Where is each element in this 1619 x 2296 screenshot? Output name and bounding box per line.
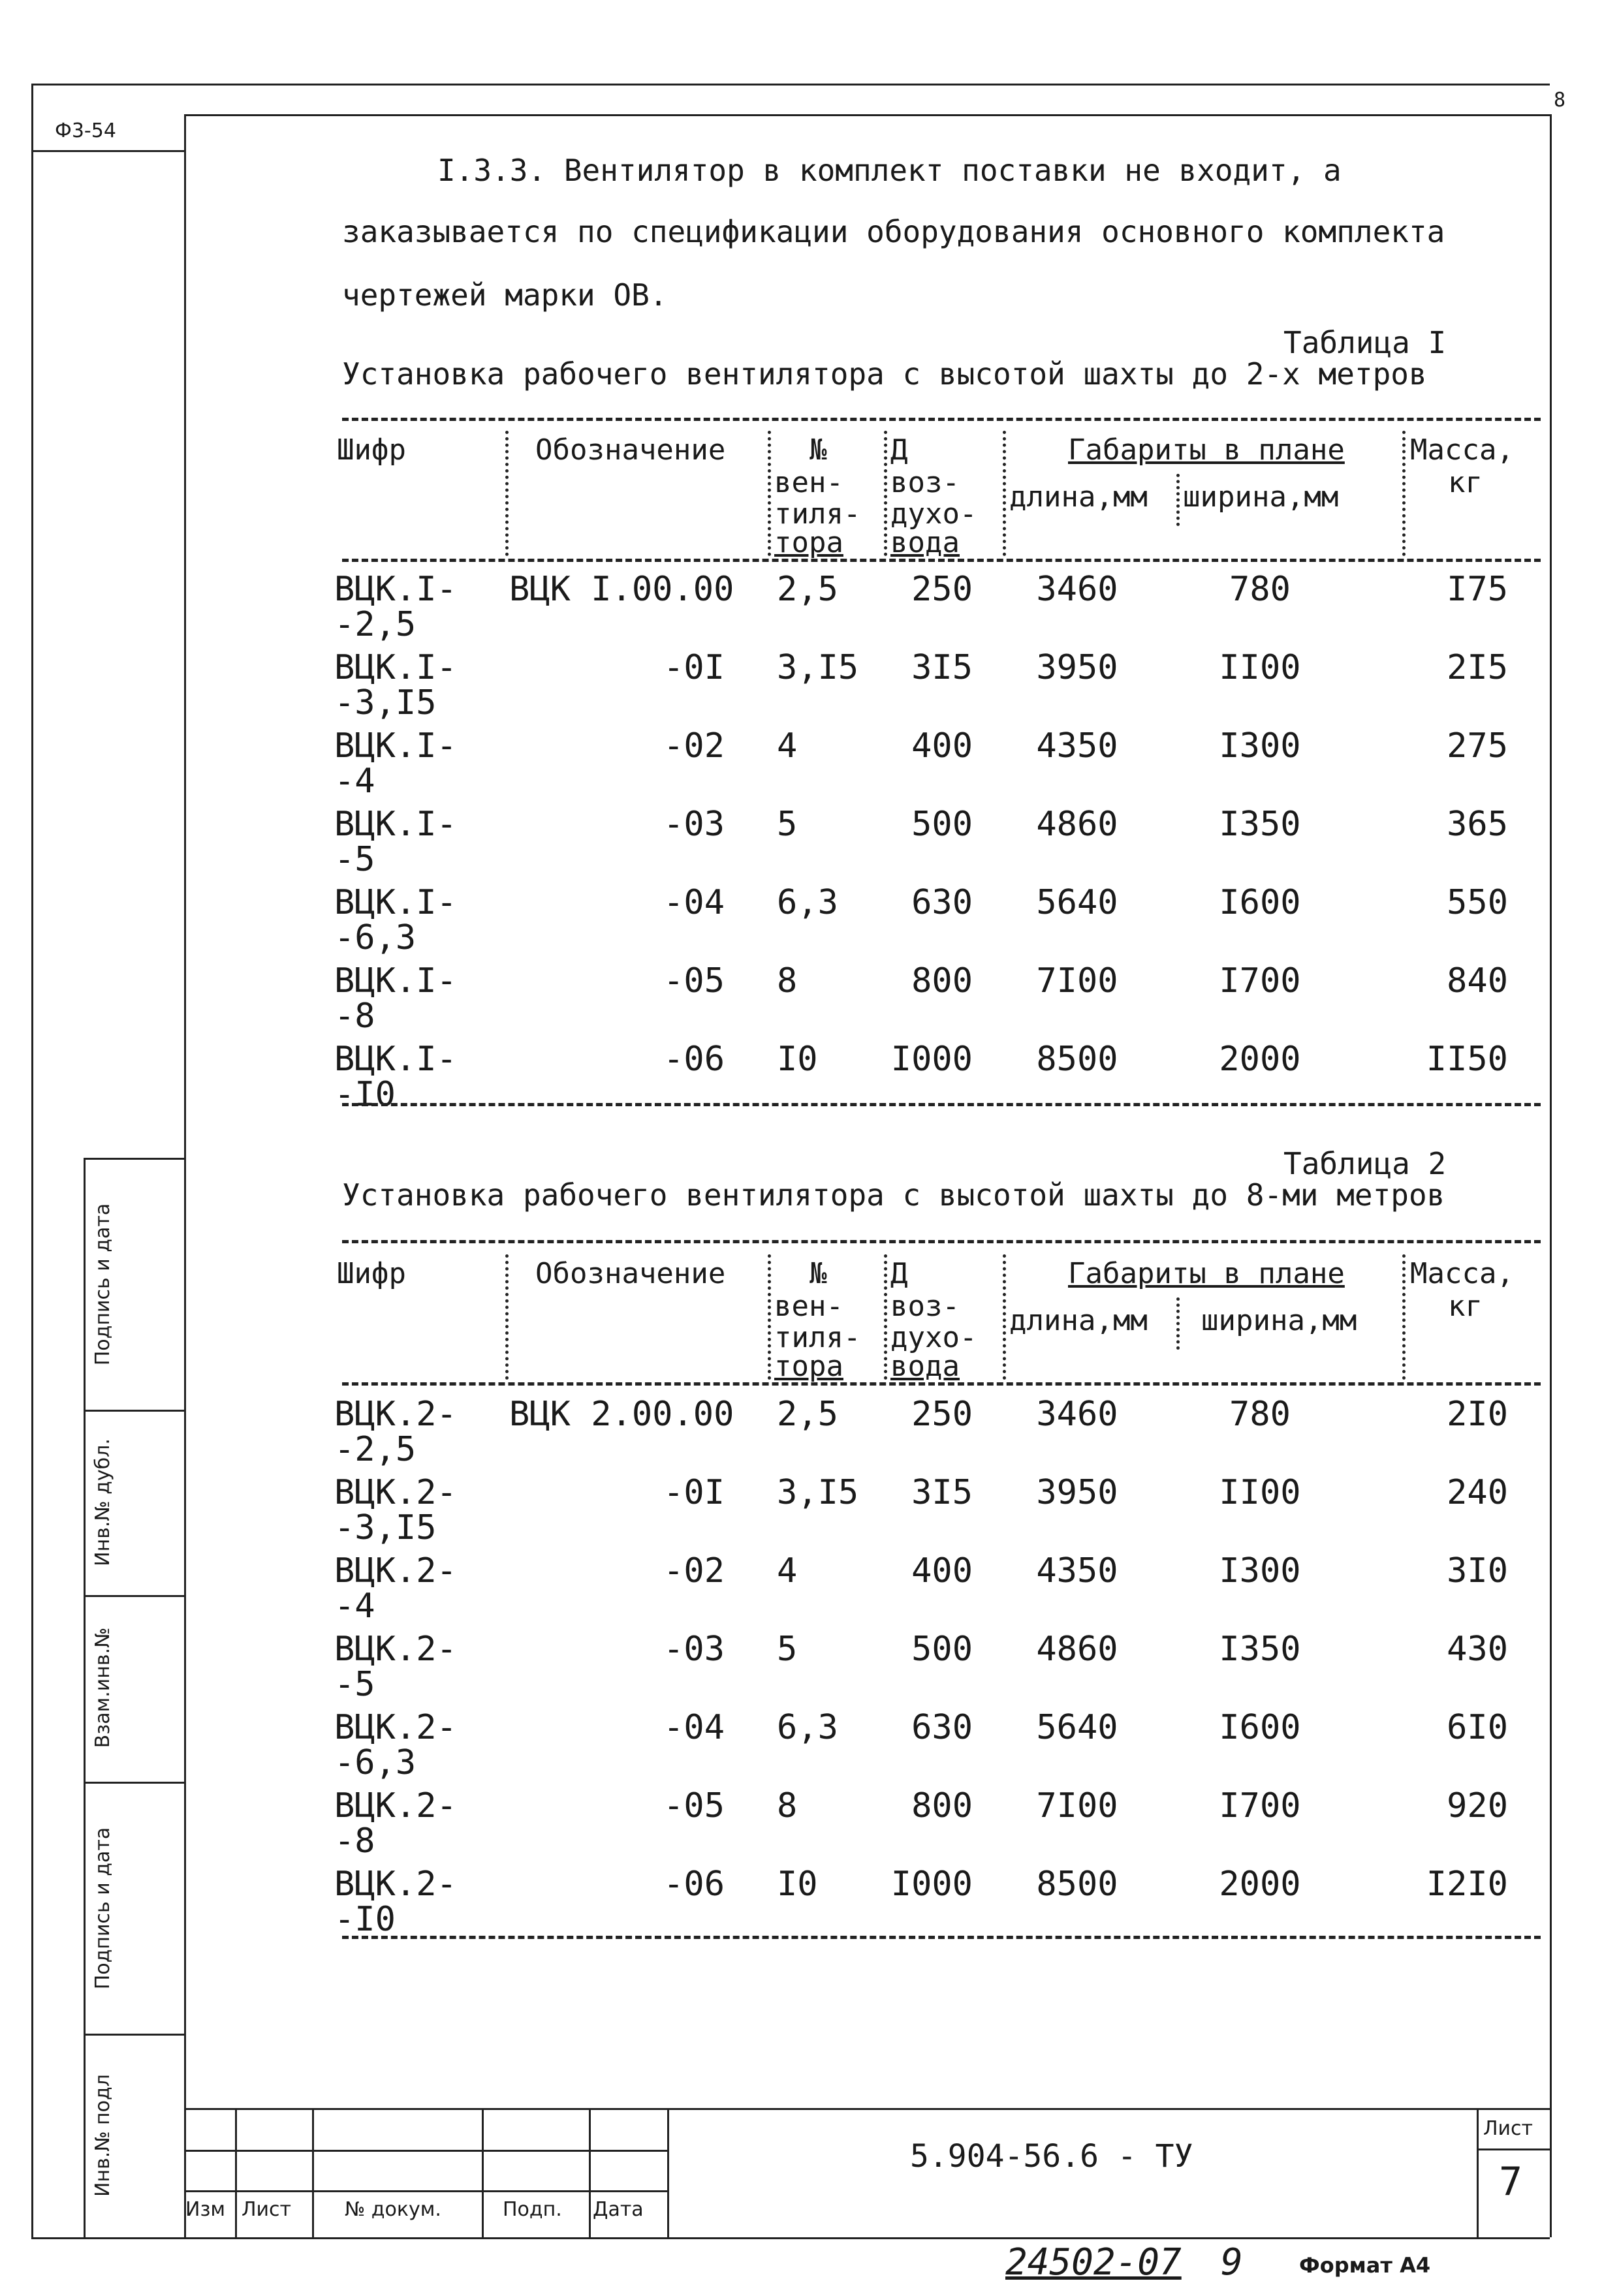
table2-header-vent2: тиля-: [774, 1321, 861, 1354]
table1-header-dlina: длина,мм: [1009, 480, 1148, 514]
outer-frame-left: [31, 84, 33, 2237]
cell-shifr-line2: -6,3: [334, 918, 417, 957]
inner-frame-top: [184, 114, 1550, 116]
title-block-dokum: № докум.: [345, 2198, 441, 2221]
cell-shifr-line1: ВЦК.2-: [334, 1708, 457, 1747]
cell-vent: 2,5: [777, 1395, 838, 1434]
cell-shifr: [334, 1553, 491, 1624]
cell-len: 8500: [1036, 1040, 1118, 1079]
cell-vent: 4: [777, 726, 798, 766]
table2-header-sep: [1402, 1254, 1406, 1380]
cell-shifr: [334, 963, 491, 1034]
cell-vent: 2,5: [777, 570, 838, 609]
cell-vent: I0: [777, 1040, 818, 1079]
cell-oboz: -04: [663, 1708, 725, 1747]
title-block-top: [184, 2108, 1550, 2110]
title-block-izm: Изм: [185, 2198, 226, 2221]
table1-header-sep: [768, 431, 771, 556]
table2-header-shifr: Шифр: [337, 1257, 406, 1290]
table1-header-vent2: тиля-: [774, 497, 861, 531]
cell-shifr-line2: -4: [334, 762, 375, 801]
cell-shifr-line2: -8: [334, 1822, 375, 1861]
cell-diam: 800: [911, 1786, 973, 1825]
table1-header-massa2: кг: [1448, 466, 1483, 499]
table1-header-vent1: вен-: [774, 466, 843, 499]
cell-mass: I75: [1447, 570, 1508, 609]
table2-header-d4: вода: [890, 1350, 960, 1383]
cell-mass: 365: [1447, 805, 1508, 844]
cell-shifr-line2: -6,3: [334, 1743, 417, 1782]
cell-shifr-line1: ВЦК.I-: [334, 1040, 457, 1079]
side-stamp-vzam-inv: Взам.инв.№: [91, 1627, 114, 1748]
table2-header-sep: [884, 1254, 887, 1380]
table2-header-vent1: вен-: [774, 1290, 843, 1323]
document-designation: 5.904-56.6 - ТУ: [910, 2138, 1193, 2175]
form-code: Ф3-54: [55, 119, 116, 142]
table2-bottom-rule: [342, 1936, 1541, 1939]
copy-number: 9: [1221, 2241, 1243, 2284]
cell-mass: 2I5: [1447, 648, 1508, 687]
cell-wid: I350: [1219, 805, 1301, 844]
side-stamp-inv-podl: Инв.№ подл: [91, 2074, 114, 2197]
cell-vent: 4: [777, 1551, 798, 1590]
cell-wid: I300: [1219, 726, 1301, 766]
table2-header-massa1: Масса,: [1410, 1257, 1514, 1290]
cell-len: 7I00: [1036, 1786, 1118, 1825]
cell-len: 3950: [1036, 648, 1118, 687]
table1-header-sep: [884, 431, 887, 556]
cell-mass: 920: [1447, 1786, 1508, 1825]
cell-diam: 500: [911, 805, 973, 844]
cell-shifr-line1: ВЦК.2-: [334, 1786, 457, 1825]
table2-header-sep: [1176, 1297, 1180, 1350]
cell-len: 4350: [1036, 1551, 1118, 1590]
cell-shifr: [334, 807, 491, 877]
cell-shifr-line2: -4: [334, 1587, 375, 1626]
cell-oboz: -0I: [663, 1473, 725, 1512]
table1-header-sep: [505, 431, 509, 556]
corner-page-number: 8: [1554, 89, 1566, 112]
table1-header-shirina: ширина,мм: [1183, 480, 1339, 514]
table1-header-shifr: Шифр: [337, 433, 406, 467]
cell-shifr-line2: -8: [334, 997, 375, 1036]
cell-diam: I000: [890, 1865, 973, 1904]
inventory-number: 24502-07: [1005, 2241, 1182, 2284]
cell-oboz: -03: [663, 805, 725, 844]
outer-frame-top: [31, 84, 1550, 85]
cell-vent: 6,3: [777, 883, 838, 922]
cell-shifr: [334, 885, 491, 955]
cell-shifr-line2: -5: [334, 1665, 375, 1704]
sheet-number: 7: [1499, 2159, 1523, 2205]
cell-diam: 3I5: [911, 648, 973, 687]
cell-shifr: [334, 1042, 491, 1112]
table2-header-d2: воз-: [890, 1290, 960, 1323]
outer-frame-bottom: [31, 2237, 1550, 2239]
table1-header-d2: воз-: [890, 466, 960, 499]
inner-frame-right: [1550, 114, 1552, 2237]
cell-shifr: [334, 728, 491, 799]
cell-wid: 780: [1229, 1395, 1291, 1434]
cell-wid: I700: [1219, 961, 1301, 1001]
paragraph-line-1: I.3.3. Вентилятор в комплект поставки не входит, а: [437, 153, 1342, 188]
table1-header-oboz: Обозначение: [535, 433, 726, 467]
cell-oboz: ВЦК I.00.00: [509, 570, 734, 609]
title-block-col: [312, 2108, 314, 2237]
cell-shifr: [334, 1475, 491, 1545]
sheet-label: Лист: [1483, 2117, 1533, 2140]
cell-oboz: -05: [663, 961, 725, 1001]
table2-header-massa2: кг: [1448, 1290, 1483, 1323]
side-stamp-podpis-data-1: Подпись и дата: [91, 1203, 114, 1366]
cell-len: 4350: [1036, 726, 1118, 766]
cell-wid: I600: [1219, 1708, 1301, 1747]
cell-vent: I0: [777, 1865, 818, 1904]
table1-header-sep: [1003, 431, 1006, 556]
side-stamp-inner-line: [84, 1158, 86, 2237]
title-block-col: [1477, 2108, 1479, 2237]
table1-header-d4: вода: [890, 526, 960, 559]
cell-vent: 8: [777, 961, 798, 1001]
table2-header-sep: [1003, 1254, 1006, 1380]
cell-mass: 240: [1447, 1473, 1508, 1512]
cell-mass: 430: [1447, 1630, 1508, 1669]
table2-header-vent3: тора: [774, 1350, 843, 1383]
table2-header-gabarity: Габариты в плане: [1068, 1257, 1345, 1290]
table1-label: Таблица I: [1283, 325, 1447, 360]
cell-len: 8500: [1036, 1865, 1118, 1904]
side-stamp-podpis-data-2: Подпись и дата: [91, 1827, 114, 1990]
cell-mass: II50: [1426, 1040, 1508, 1079]
cell-shifr-line1: ВЦК.I-: [334, 570, 457, 609]
table1-header-sep: [1176, 474, 1180, 526]
cell-shifr: [334, 1397, 491, 1467]
table1-header-vent3: тора: [774, 526, 843, 559]
cell-shifr-line1: ВЦК.I-: [334, 648, 457, 687]
title-block-sheet-divider: [1477, 2149, 1550, 2150]
title-block-col: [235, 2108, 237, 2237]
cell-mass: 6I0: [1447, 1708, 1508, 1747]
side-stamp-inv-dubl: Инв.№ дубл.: [91, 1438, 114, 1566]
cell-shifr-line2: -I0: [334, 1900, 396, 1939]
cell-shifr: [334, 572, 491, 642]
table1-header-num: №: [810, 433, 827, 467]
table2-header-sep: [768, 1254, 771, 1380]
cell-oboz: -02: [663, 1551, 725, 1590]
cell-shifr: [334, 1710, 491, 1780]
cell-shifr-line1: ВЦК.2-: [334, 1865, 457, 1904]
paragraph-line-2: заказывается по спецификации оборудования основного комплекта: [342, 214, 1445, 249]
cell-len: 5640: [1036, 1708, 1118, 1747]
cell-len: 4860: [1036, 1630, 1118, 1669]
paper-format: Формат А4: [1299, 2253, 1431, 2278]
table2-header-d3: духо-: [890, 1321, 977, 1354]
cell-len: 4860: [1036, 805, 1118, 844]
table2-header-rule: [342, 1382, 1541, 1386]
cell-shifr-line1: ВЦК.I-: [334, 883, 457, 922]
cell-mass: I2I0: [1426, 1865, 1508, 1904]
cell-shifr-line2: -3,I5: [334, 1508, 437, 1547]
cell-vent: 3,I5: [777, 648, 859, 687]
cell-diam: 250: [911, 570, 973, 609]
cell-wid: 780: [1229, 570, 1291, 609]
cell-len: 3460: [1036, 1395, 1118, 1434]
side-stamp-divider: [84, 1158, 184, 1160]
table2-header-oboz: Обозначение: [535, 1257, 726, 1290]
cell-diam: 250: [911, 1395, 973, 1434]
title-block-col: [589, 2108, 591, 2237]
table2-caption: Установка рабочего вентилятора с высотой шахты до 8-ми метров: [342, 1177, 1445, 1213]
cell-diam: 630: [911, 883, 973, 922]
cell-len: 5640: [1036, 883, 1118, 922]
cell-shifr: [334, 1632, 491, 1702]
table2-header-d1: Д: [890, 1257, 908, 1290]
cell-shifr: [334, 1788, 491, 1859]
table2-header-sep: [505, 1254, 509, 1380]
title-block-data: Дата: [593, 2198, 644, 2221]
cell-diam: 630: [911, 1708, 973, 1747]
cell-shifr-line2: -5: [334, 840, 375, 879]
cell-shifr-line1: ВЦК.2-: [334, 1473, 457, 1512]
cell-wid: 2000: [1219, 1865, 1301, 1904]
table1-bottom-rule: [342, 1103, 1541, 1106]
table1-header-massa1: Масса,: [1410, 433, 1514, 467]
cell-shifr-line1: ВЦК.I-: [334, 805, 457, 844]
cell-wid: I600: [1219, 883, 1301, 922]
cell-diam: 3I5: [911, 1473, 973, 1512]
title-block-list: Лист: [242, 2198, 292, 2221]
cell-shifr-line1: ВЦК.2-: [334, 1395, 457, 1434]
cell-oboz: -0I: [663, 648, 725, 687]
cell-wid: 2000: [1219, 1040, 1301, 1079]
cell-shifr-line1: ВЦК.2-: [334, 1551, 457, 1590]
table1-header-rule: [342, 559, 1541, 562]
cell-oboz: -03: [663, 1630, 725, 1669]
inner-frame-left: [184, 114, 186, 2237]
table2-header-shirina: ширина,мм: [1201, 1304, 1357, 1337]
title-block-col: [667, 2108, 669, 2237]
cell-vent: 3,I5: [777, 1473, 859, 1512]
paragraph-line-3: чертежей марки ОВ.: [342, 277, 668, 313]
cell-wid: II00: [1219, 648, 1301, 687]
table1-header-sep: [1402, 431, 1406, 556]
cell-wid: I300: [1219, 1551, 1301, 1590]
cell-vent: 6,3: [777, 1708, 838, 1747]
cell-mass: 2I0: [1447, 1395, 1508, 1434]
table1-header-d3: духо-: [890, 497, 977, 531]
cell-wid: II00: [1219, 1473, 1301, 1512]
cell-shifr: [334, 1867, 491, 1937]
cell-mass: 840: [1447, 961, 1508, 1001]
cell-oboz: ВЦК 2.00.00: [509, 1395, 734, 1434]
cell-shifr-line1: ВЦК.I-: [334, 726, 457, 766]
cell-diam: I000: [890, 1040, 973, 1079]
table1-header-d1: Д: [890, 433, 908, 467]
cell-diam: 500: [911, 1630, 973, 1669]
form-code-box-bottom: [31, 150, 184, 152]
cell-len: 3460: [1036, 570, 1118, 609]
title-block-row: [184, 2190, 667, 2192]
cell-wid: I700: [1219, 1786, 1301, 1825]
cell-mass: 275: [1447, 726, 1508, 766]
cell-shifr-line2: -I0: [334, 1075, 396, 1114]
cell-oboz: -02: [663, 726, 725, 766]
cell-shifr-line2: -3,I5: [334, 683, 437, 722]
cell-oboz: -06: [663, 1865, 725, 1904]
title-block-podp: Подп.: [503, 2198, 562, 2221]
table2-label: Таблица 2: [1283, 1146, 1447, 1181]
table1-caption: Установка рабочего вентилятора с высотой шахты до 2-х метров: [342, 356, 1427, 392]
cell-mass: 3I0: [1447, 1551, 1508, 1590]
cell-diam: 400: [911, 726, 973, 766]
cell-len: 7I00: [1036, 961, 1118, 1001]
cell-vent: 5: [777, 1630, 798, 1669]
table1-header-gabarity: Габариты в плане: [1068, 433, 1345, 467]
title-block-row: [184, 2150, 667, 2152]
cell-shifr-line1: ВЦК.2-: [334, 1630, 457, 1669]
cell-shifr: [334, 650, 491, 721]
title-block-col: [482, 2108, 484, 2237]
cell-oboz: -06: [663, 1040, 725, 1079]
cell-oboz: -05: [663, 1786, 725, 1825]
table2-header-dlina: длина,мм: [1009, 1304, 1148, 1337]
table2-top-rule: [342, 1240, 1541, 1243]
cell-diam: 400: [911, 1551, 973, 1590]
cell-shifr-line2: -2,5: [334, 605, 417, 644]
table1-top-rule: [342, 418, 1541, 421]
cell-shifr-line2: -2,5: [334, 1430, 417, 1469]
cell-len: 3950: [1036, 1473, 1118, 1512]
cell-diam: 800: [911, 961, 973, 1001]
table2-header-num: №: [810, 1257, 827, 1290]
cell-oboz: -04: [663, 883, 725, 922]
cell-mass: 550: [1447, 883, 1508, 922]
cell-wid: I350: [1219, 1630, 1301, 1669]
cell-vent: 8: [777, 1786, 798, 1825]
cell-vent: 5: [777, 805, 798, 844]
cell-shifr-line1: ВЦК.I-: [334, 961, 457, 1001]
